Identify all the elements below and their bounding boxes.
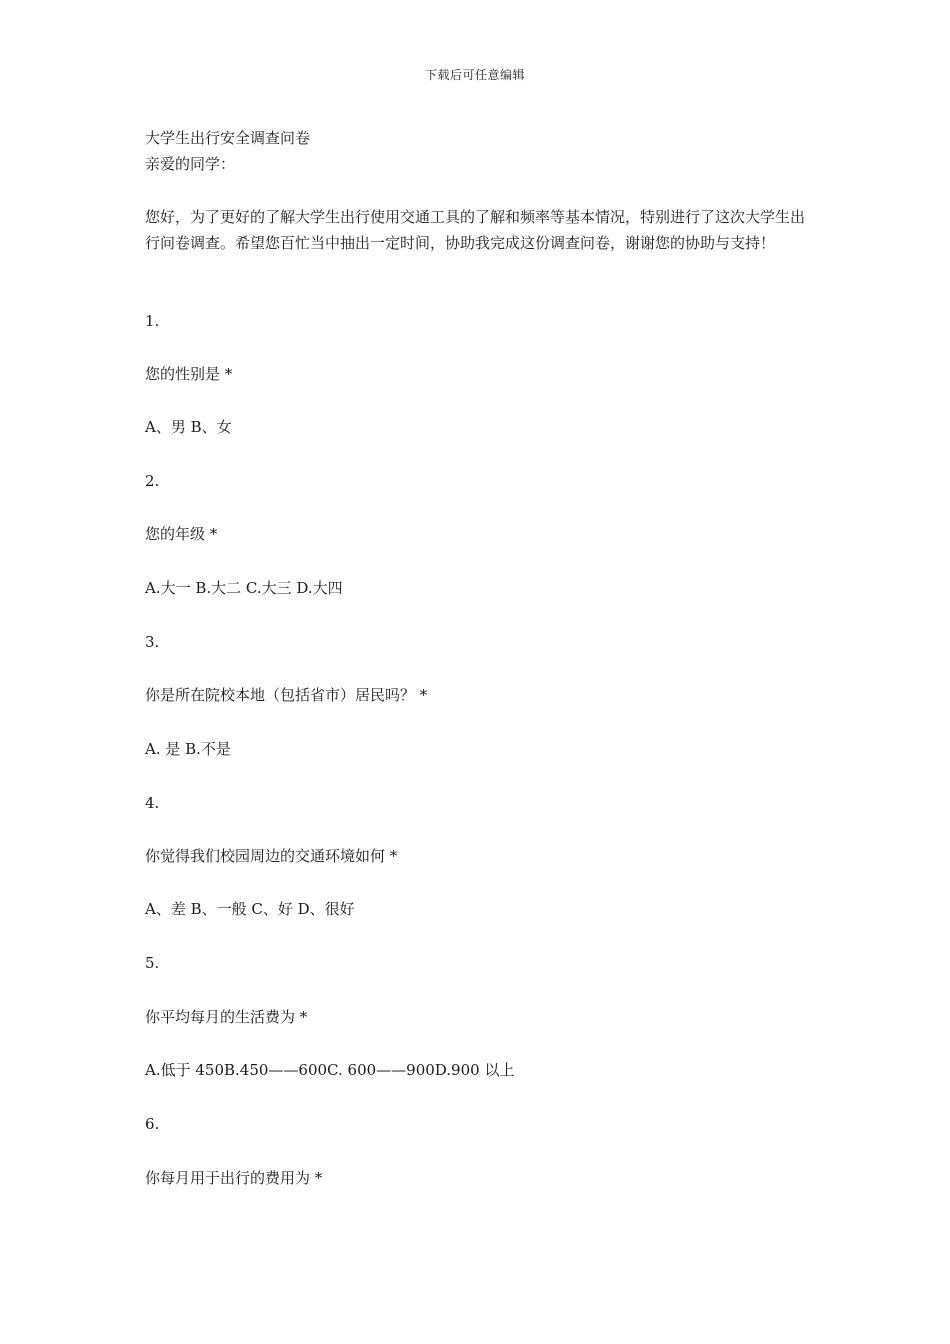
question-1-options: A、男 B、女	[145, 418, 232, 436]
intro-paragraph: 您好，为了更好的了解大学生出行使用交通工具的了解和频率等基本情况，特别进行了这次大学生出行问卷调查。希望您百忙当中抽出一定时间，协助我完成这份调查问卷，谢谢您的协助与支持！	[145, 208, 806, 252]
question-6-text: 你每月用于出行的费用为 *	[145, 1169, 323, 1187]
greeting: 亲爱的同学：	[145, 155, 236, 173]
question-4-text: 你觉得我们校园周边的交通环境如何 *	[145, 847, 398, 865]
question-5-text: 你平均每月的生活费为 *	[145, 1008, 308, 1026]
question-3-number: 3.	[145, 633, 160, 651]
header-note: 下载后可任意编辑	[424, 68, 525, 82]
question-5-number: 5.	[145, 954, 160, 972]
question-6-number: 6.	[145, 1115, 160, 1133]
question-2-options: A.大一 B.大二 C.大三 D.大四	[145, 579, 343, 597]
question-3-text: 你是所在院校本地（包括省市）居民吗？ *	[145, 686, 428, 704]
question-1-number: 1.	[145, 312, 160, 330]
question-2-text: 您的年级 *	[145, 525, 218, 543]
question-5-options: A.低于 450B.450——600C. 600——900D.900 以上	[145, 1061, 515, 1079]
survey-title: 大学生出行安全调查问卷	[145, 129, 311, 147]
question-4-options: A、差 B、一般 C、好 D、很好	[145, 900, 355, 918]
question-3-options: A. 是 B.不是	[145, 740, 231, 758]
question-2-number: 2.	[145, 472, 160, 490]
question-4-number: 4.	[145, 794, 160, 812]
question-1-text: 您的性别是 *	[145, 365, 233, 383]
